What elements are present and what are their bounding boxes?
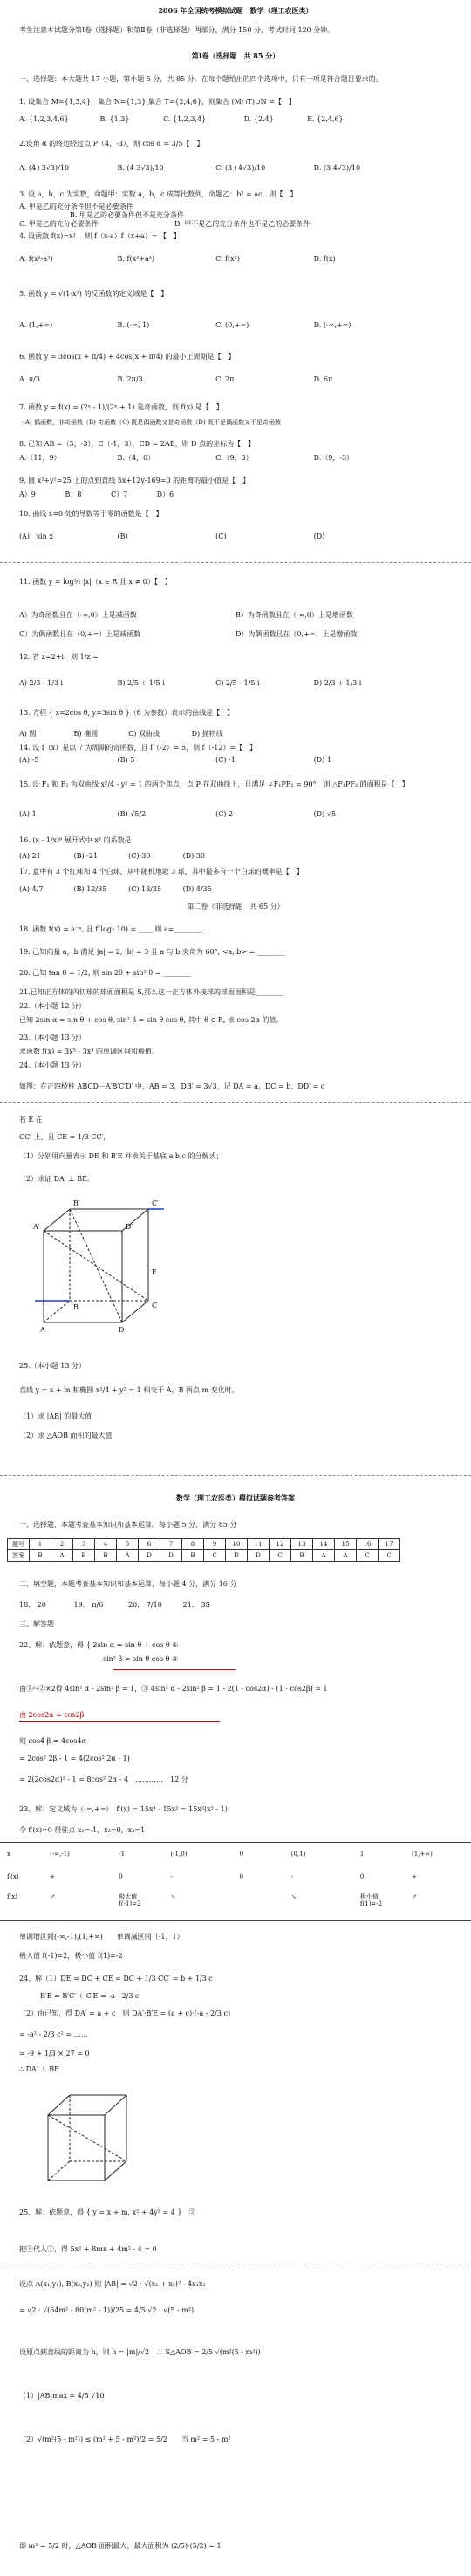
page-divider (0, 1102, 471, 1103)
option: (A) 4/7 (19, 885, 44, 893)
option: (D) (313, 532, 325, 540)
table-cell: 极大值 f(-1)=2 (119, 1893, 141, 1908)
table-cell: D (160, 1550, 182, 1562)
table-cell: 3 (73, 1539, 95, 1550)
option: B. {1,3} (99, 115, 130, 123)
option: D. 6π (313, 375, 333, 383)
option: A. (4+3√3)/10 (19, 164, 70, 172)
table-cell: 7 (160, 1539, 182, 1550)
red-underline (113, 1669, 236, 1670)
table-cell: (-1,0) (170, 1851, 188, 1858)
option: B. 2π/3 (117, 375, 143, 383)
question-4: 4. 设函数 f(x)=x² ，则 f（x-a）f（x+a）= 【 】 (19, 232, 181, 240)
table-cell: 极小值 f(1)=-2 (359, 1893, 383, 1908)
option: (C) (215, 532, 227, 540)
option: D) 抛物线 (191, 730, 223, 738)
answer-table (7, 1538, 400, 1562)
exam-note: 考生注意本试题分第Ⅰ卷（选择题）和第Ⅱ卷（非选择题）两部分，满分 150 分，考试时间 120 分钟。 (19, 26, 335, 34)
option: A.（11，9） (19, 454, 61, 462)
option: (C) 13/35 (128, 885, 162, 893)
question-22: 已知 2sin α = sin θ + cos θ, sin² β = sin θ cos θ, 其中 θ ∈ R, 求 cos 2α 的值。 (19, 1016, 283, 1024)
red-underline (19, 1721, 220, 1722)
question-9: 9. 圆 x²+y²=25 上的点到直线 5x+12y-169=0 的距离的最小值是【 】 (19, 477, 250, 484)
table-cell: 1 (30, 1539, 51, 1550)
question-23-heading: 23.（本小题 13 分） (19, 1034, 85, 1041)
option: D）6 (156, 491, 174, 498)
table-cell: 9 (204, 1539, 226, 1550)
table-cell: A (313, 1550, 335, 1562)
question-6: 6. 函数 y = 3cos(x + π/4) + 4cos(x + π/4) 的最小正周期是【 】 (19, 353, 236, 361)
question-18: 18. 函数 f(x) = a⁻ˣ, 且 f(log₂ 10) = ____ 则 a=________. (19, 925, 204, 933)
table-cell: f′(x) (7, 1873, 19, 1881)
question-10: 10. 曲线 x=0 处的导数等于零的函数是【 】 (19, 510, 163, 518)
option: C）7 (111, 491, 128, 498)
answer-title: 数学（理工农医类）模拟试题参考答案 (176, 1494, 295, 1502)
question-25-heading: 25.（本小题 13 分） (19, 1362, 85, 1370)
question-13: 13. 方程 { x=2cos θ, y=3sin θ }（θ 为参数）表示的曲线是【 】 (19, 709, 235, 717)
question-11-choice: D）为偶函数且在（0,+∞）上是增函数 (236, 630, 358, 638)
option: B. (-∞, 1) (117, 321, 150, 329)
answer-25-line: （1）|AB|max = 4/5 √10 (19, 2392, 105, 2400)
question-3-choice: B. 甲是乙的必要条件但不是充分条件 (70, 211, 184, 219)
option: D. {2,4} (243, 115, 274, 123)
question-11: 11. 函数 y = log½ |x|（x ∈ R 且 x ≠ 0）【 】 (19, 578, 172, 586)
option: (D) 30 (182, 852, 206, 860)
table-cell: 0 (359, 1873, 365, 1881)
option: A. {1,2,3,4,6} (19, 115, 69, 123)
vertex-label: D′ (126, 1223, 133, 1231)
answer-23-line: 单调增区间(-∞,-1),(1,+∞) 单调减区间（-1，1） (19, 1933, 184, 1941)
option: B. (4-3√3)/10 (117, 164, 164, 172)
option: B. f(x²+a²) (117, 255, 155, 263)
option: (D) 4/35 (182, 885, 212, 893)
option: D. f(x) (313, 255, 336, 263)
option: (B) 5 (117, 756, 135, 764)
vertex-label: C (152, 1302, 158, 1309)
table-cell: 1 (359, 1851, 365, 1858)
question-3: 3. 设 a，b，c 为实数，命题甲：实数 a，b，c 成等比数列，命题乙：b² = ac，则【 】 (19, 190, 297, 198)
question-16-options (19, 852, 452, 861)
table-cell: 17 (379, 1539, 400, 1550)
question-2-options (19, 164, 452, 173)
question-5-options (19, 321, 452, 330)
table-cell (240, 1893, 275, 1908)
answer-25-line: 设原点到直线的距离为 h，则 h = |m|/√2 ∴ S△AOB = 2/5 √(m²(5 - m²)) (19, 2348, 261, 2356)
answer-22-line: 由①²-②×2得 4sin² α - 2sin² β = 1，③ 4sin² α - 2sin² β = 1 - 2(1 - cos2α) - (1 - cos2β) = 1 (19, 1685, 328, 1693)
question-1: 1. 设集合 M={1,3,4}，集合 N={1,3} 集合 T={2,4,6}，则集合 (M∩T)∪N =【 】 (19, 98, 296, 106)
answer-table-header (8, 1539, 400, 1550)
table-cell: 13 (291, 1539, 313, 1550)
question-17-options (19, 885, 452, 894)
question-22-heading: 22.（本小题 12 分） (19, 1002, 85, 1010)
question-7-options: （A) 偶函数，非奇函数（B) 奇函数（C) 既是偶函数又是奇函数（D) 既不是偶函数又不是奇函数 (19, 419, 281, 426)
question-13-options (19, 730, 452, 738)
table-cell: 12 (270, 1539, 291, 1550)
option: D) 2/3 + 1/3 i (313, 679, 362, 687)
table-cell: B (73, 1550, 95, 1562)
table-cell: D (139, 1550, 160, 1562)
question-25-part-2: （2）求 △AOB 面积的最大值 (19, 1432, 113, 1439)
question-24: 如图：在正四棱柱 ABCD－A′B′C′D′ 中，AB = 3，DB′ = 3√3，记 DA = a，DC = b，DD′ = c (19, 1082, 325, 1090)
answer-24-line: = -a² - 2/3 c² = …… (19, 2030, 88, 2038)
question-12-options (19, 679, 452, 688)
page-divider (0, 562, 471, 563)
page-divider (0, 1475, 471, 1476)
question-6-options (19, 375, 452, 384)
question-14: 14. 设 f（x）是以 7 为周期的奇函数，且 f（-2）= 5，则 f（-12）=【 】 (19, 744, 257, 752)
question-21: 21.已知正方体的内切球的球面面积是 S,那么这一正方体外接球的球面面积是________ (19, 988, 284, 996)
table-cell: 14 (313, 1539, 335, 1550)
option: D. (3-4√3)/10 (313, 164, 361, 172)
table-cell: + (50, 1873, 56, 1881)
table-cell: x (7, 1851, 10, 1858)
option: (B) -21 (73, 852, 99, 860)
question-3-choice: A. 甲是乙的充分条件但不是必要条件 (19, 203, 133, 210)
question-1-options (19, 115, 452, 124)
table-cell: 2 (51, 1539, 73, 1550)
option: A. f(x²-a²) (19, 255, 53, 263)
table-cell: D (248, 1550, 270, 1562)
table-cell: 5 (117, 1539, 139, 1550)
question-19: 19. 已知向量 a，b 满足 |a| = 2, |b| = 3 且 a 与 b 夹角为 60°, <a, b> = ________ (19, 948, 285, 956)
option: A）9 (19, 491, 36, 498)
answer-22-line: = 2(2cos2α)² - 1 = 8cos² 2α - 4 ………… 12 分 (19, 1776, 188, 1783)
answer-section-1: 一、选择题，本题考查基本知识和基本运算。每小题 5 分，满分 85 分 (19, 1521, 237, 1528)
table-cell: 16 (357, 1539, 379, 1550)
table-cell: - (290, 1873, 294, 1881)
table-row (7, 1893, 464, 1908)
answer-section-3: 三、解答题 (19, 1620, 54, 1628)
table-cell: - (170, 1873, 173, 1881)
table-cell: 15 (335, 1539, 357, 1550)
answer-24-line: ∴ DA′ ⊥ BE (19, 2065, 59, 2073)
question-23: 求函数 f(x) = 3x⁵ - 3x³ 的单调区间和极值。 (19, 1048, 159, 1055)
answer-24-line: 24、解（1）DE = DC + CE = DC + 1/3 CC′ = b + 1/3 c (19, 1975, 213, 1982)
question-9-options (19, 491, 452, 499)
answer-22-head: 22、解：依题意，得 { 2sin α = sin θ + cos θ ① (19, 1641, 179, 1649)
vertex-label: A (40, 1326, 45, 1334)
question-24-heading: 24.（本小题 13 分） (19, 1061, 85, 1069)
option: B.（4，0） (117, 454, 155, 462)
table-row (7, 1851, 464, 1858)
fill-answer: 19. π/6 (73, 1601, 104, 1609)
answer-22-line: 则 cos4 β = 4cos4α (19, 1737, 86, 1745)
option: E. {2,4,6} (307, 115, 344, 123)
question-12: 12. 若 z=2+i，则 1/z = (19, 653, 99, 661)
answer-24-line: B′E = B′C′ + C′E = -a - 2/3 c (19, 1992, 140, 2000)
option: B）8 (65, 491, 82, 498)
table-cell: B (291, 1550, 313, 1562)
option: (A) 1 (19, 810, 37, 818)
table-rule (0, 1842, 471, 1843)
table-cell: (1,+∞) (411, 1851, 433, 1858)
question-11-choice: C）为偶函数且在（0,+∞）上是减函数 (19, 630, 141, 638)
vertex-label: B (73, 1303, 78, 1311)
question-4-options (19, 255, 452, 264)
table-cell: 0 (119, 1873, 123, 1881)
section1-intro: 一、选择题：本大题共 17 小题，第小题 5 分，共 85 分。在每个题给出的四个选项中，只有一项是符合题目要求的。 (19, 75, 383, 83)
exam-title: 2006 年全国统考模拟试题一数学（理工农医类） (158, 6, 313, 15)
option: C.（9，3） (215, 454, 253, 462)
fill-answer: 20. 7/10 (128, 1601, 162, 1609)
table-cell: 4 (95, 1539, 117, 1550)
table-cell: ↗ (50, 1893, 56, 1900)
option: (A) sin x (19, 532, 53, 540)
option: A) 圆 (19, 730, 37, 738)
question-15: 15. 设 F₁ 和 F₂ 为双曲线 x²/4 - y² = 1 的两个焦点，点 P 在双曲线上，且满足 ∠F₁PF₂ = 90°，则 △F₁PF₂ 的面积是【 】 (19, 780, 409, 788)
option: B) 2/5 + 1/5 i (117, 679, 165, 687)
question-3-choice: C. 甲是乙的充分必要条件 (19, 220, 99, 228)
table-cell: 答案 (8, 1550, 30, 1562)
answer-23-line: 23、解：定义域为（-∞,+∞） f′(x) = 15x⁴ - 15x² = 15x²(x² - 1) (19, 1805, 228, 1813)
option: (B) 12/35 (73, 885, 107, 893)
question-7: 7. 函数 y = f(x) = (2ˣ - 1)/(2ˣ + 1) 是奇函数，则 f(x) 是【 】 (19, 403, 223, 411)
table-cell: ↘ (290, 1893, 297, 1900)
table-cell: B (182, 1550, 204, 1562)
option: C. (3+4√3)/10 (215, 164, 266, 172)
question-16: 16. (x - 1/x)⁶ 展开式中 x² 的系数是 (19, 836, 132, 844)
cube-figure-answer (35, 2085, 140, 2189)
answer-table-row (8, 1550, 400, 1562)
question-25: 直线 y = x + m 和椭圆 x²/4 + y² = 1 相交于 A，B 两点 m 变化时。 (19, 1386, 239, 1394)
question-24-line: 若 E 在 (19, 1116, 43, 1123)
answer-25-line: 设点 A(x₁,y₁), B(x₂,y₂) 则 |AB| = √2 · √(x₁ + x₂)² - 4x₁x₂ (19, 2280, 206, 2288)
table-cell: 0 (239, 1873, 244, 1881)
answer-25-line: 25、解：依题意，得 { y = x + m, x² + 4y² = 4 } ② (19, 2208, 196, 2216)
table-cell: ↘ (170, 1893, 176, 1900)
table-cell: A (335, 1550, 357, 1562)
answer-25-line: 即 m² = 5/2 时，△AOB 面积最大，最大面积为 (2/5)·(5/2) = 1 (19, 2542, 222, 2550)
question-24-part-1: （1）分别用向量表示 DE 和 B′E 并求关于基底 a,b,c 的分解式； (19, 1152, 223, 1160)
cube-figure (26, 1196, 174, 1336)
option: D.（9，-3） (313, 454, 354, 462)
option: B) 椭圆 (73, 730, 99, 738)
table-cell: 11 (248, 1539, 270, 1550)
question-24-part-2: （2）求证 DA′ ⊥ BE。 (19, 1175, 94, 1183)
vertex-label: E (152, 1268, 157, 1276)
part2-heading: 第二卷（非选择题 共 65 分） (187, 903, 284, 910)
question-11-choice: A）为奇函数且在（-∞,0）上是减函数 (19, 611, 137, 619)
table-cell: (-∞,-1) (50, 1851, 70, 1858)
question-2: 2.设角 α 的终边经过点 P（4，-3），则 cos α = 3/5【 】 (19, 140, 204, 148)
option: (D) √5 (313, 810, 337, 818)
table-cell: A (117, 1550, 139, 1562)
table-rule (0, 1920, 471, 1921)
answer-25-line: （2）√(m²(5 - m²)) ≤ (m² + 5 - m²)/2 = 5/2 当 m² = 5 - m² (19, 2435, 231, 2443)
option: C. (0,+∞) (215, 321, 249, 329)
option: C. f(x²) (215, 255, 240, 263)
answer-section-2: 二、填空题，本题考查基本知识和基本运算，每小题 4 分，满分 16 分 (19, 1580, 237, 1588)
table-cell: D (226, 1550, 248, 1562)
option: (B) (117, 532, 128, 540)
answer-24-line: = -9 + 1/3 × 27 = 0 (19, 2050, 90, 2057)
question-25-part-1: （1）求 |AB| 的最大值 (19, 1412, 92, 1420)
fill-answer: 21. 3S (182, 1601, 210, 1609)
table-row (7, 1873, 464, 1880)
question-20: 20. 已知 tan θ = 1/2, 则 sin 2θ + sin² θ = ________ (19, 969, 191, 977)
fill-answer: 18. 20 (19, 1601, 46, 1609)
question-14-options (19, 756, 452, 765)
option: (C) 2 (215, 810, 234, 818)
table-cell: ↗ (411, 1893, 417, 1900)
option: (A) -5 (19, 756, 39, 764)
table-cell: B (95, 1550, 117, 1562)
answer-23-line: 令 f′(x)=0 得驻点 x₁=-1，x₂=0，x₃=1 (19, 1826, 146, 1834)
table-cell: f(x) (7, 1893, 18, 1900)
option: A. (1,+∞) (19, 321, 53, 329)
question-10-options (19, 532, 452, 541)
option: C) 2/5 - 1/5 i (215, 679, 260, 687)
option: C. 2π (215, 375, 235, 383)
answer-23-table (7, 1851, 464, 1908)
table-cell: 10 (226, 1539, 248, 1550)
question-24-line: CC′ 上，且 CE = 1/3 CC′， (19, 1133, 111, 1141)
vertex-label: C′ (152, 1199, 159, 1207)
vertex-label: B′ (73, 1199, 80, 1207)
answer-22-system: sin² β = sin θ cos θ ② (103, 1655, 179, 1663)
option: (B) √5/2 (117, 810, 147, 818)
table-cell: C (357, 1550, 379, 1562)
table-cell: C (379, 1550, 400, 1562)
table-cell: C (270, 1550, 291, 1562)
table-cell: -1 (119, 1851, 126, 1858)
table-cell: 6 (139, 1539, 160, 1550)
answer-25-line: = √2 · √(64m² - 80(m² - 1))/25 = 4/5 √2 · √(5 - m²) (19, 2306, 195, 2314)
answer-fill-row (19, 1601, 452, 1610)
answer-23-line: 极大值 f(-1)=2，极小值 f(1)=-2 (19, 1952, 123, 1960)
option: (C) -1 (215, 756, 236, 764)
question-15-options (19, 810, 452, 819)
table-cell: 0 (239, 1851, 244, 1858)
part1-heading: 第Ⅰ卷（选择题 共 85 分） (191, 52, 280, 60)
table-cell: (0,1) (290, 1851, 306, 1858)
table-cell: B (30, 1550, 51, 1562)
question-17: 17. 盒中有 3 个红球和 4 个白球，从中随机地取 3 球，其中最多有一个白球的概率是【 】 (19, 868, 304, 876)
option: C) 双曲线 (128, 730, 160, 738)
option: A. π/3 (19, 375, 40, 383)
option: C. {1,2,3,4} (163, 115, 207, 123)
table-cell: C (204, 1550, 226, 1562)
option: A) 2/3 - 1/3 i (19, 679, 64, 687)
answer-22-line: 由 2cos2α = cos2β (19, 1711, 85, 1719)
table-cell: 8 (182, 1539, 204, 1550)
option: (C)-30 (128, 852, 151, 860)
vertex-label: A′ (33, 1223, 40, 1231)
question-8-options (19, 454, 452, 463)
question-11-choice: B）为奇函数且在（-∞,0）上是增函数 (236, 611, 353, 619)
question-8: 8. 已知 AB =（5，-3），C（-1，3），CD = 2AB，则 D 点的坐标为【 】 (19, 440, 256, 448)
option: (D) 1 (313, 756, 331, 764)
answer-24-line: （2）由已知，得 DA′ = a + c 则 DA′·B′E = (a + c)·(-a - 2/3 c) (19, 2009, 231, 2017)
table-cell: 题号 (8, 1539, 30, 1550)
option: D. (-∞,+∞) (313, 321, 352, 329)
answer-25-line: 把①代入②，得 5x² + 8mx + 4m² - 4 = 0 (19, 2245, 157, 2253)
option: (A) 21 (19, 852, 41, 860)
vertex-label: D (119, 1326, 125, 1334)
answer-22-line: = 2cos² 2β - 1 = 4(2cos² 2α - 1) (19, 1755, 130, 1762)
question-5: 5. 函数 y = √(1-x²) 的反函数的定义域是【 】 (19, 290, 168, 298)
table-cell: A (51, 1550, 73, 1562)
question-3-choice: D. 甲不是乙的充分条件也不是乙的必要条件 (174, 220, 311, 228)
table-cell: + (411, 1873, 417, 1881)
